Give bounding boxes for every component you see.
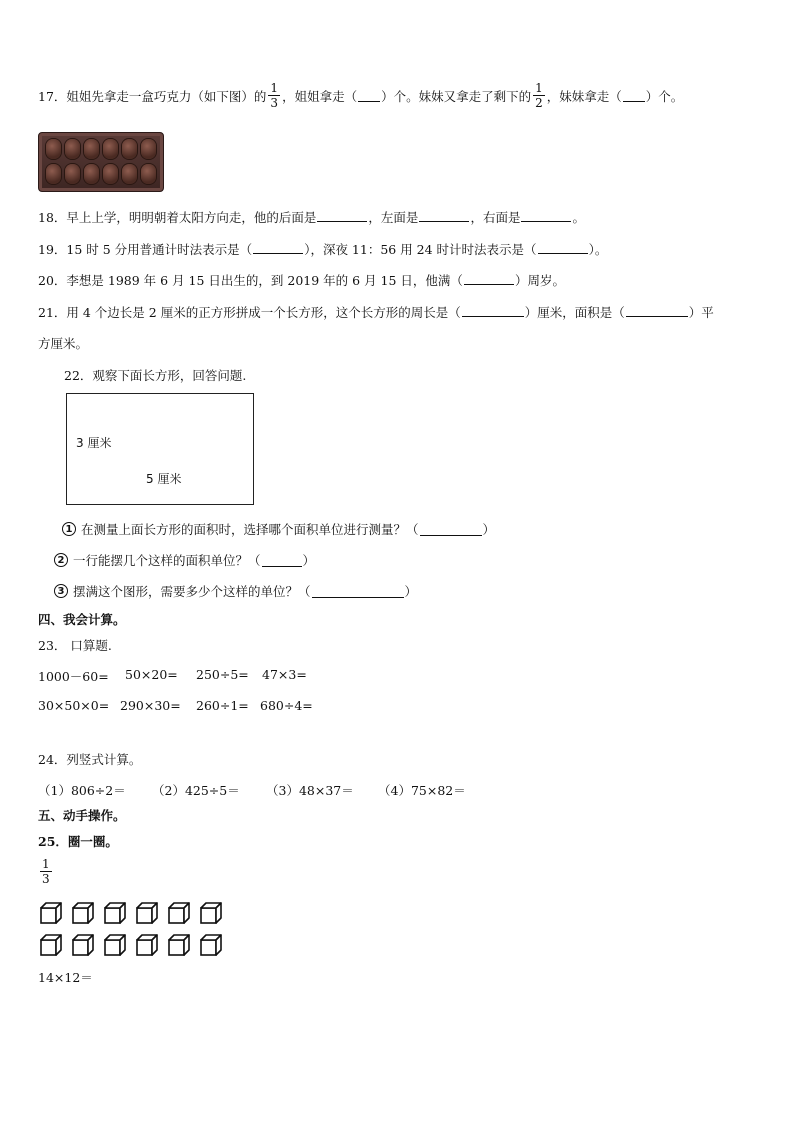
chocolate-piece <box>103 164 118 184</box>
q19-text-a: 19．15 时 5 分用普通计时法表示是（ <box>38 242 253 257</box>
q23-title: 23． 口算题. <box>38 638 112 653</box>
q23-item: 250÷5= <box>196 667 249 682</box>
cube-icon[interactable] <box>40 902 62 924</box>
q17-text-d: ，妹妹拿走（ <box>546 88 622 104</box>
q19-text-b: ），深夜 11：56 用 24 时计时法表示是（ <box>304 242 537 257</box>
chocolate-piece <box>84 139 99 159</box>
q22-sub-1-blank[interactable] <box>420 523 482 536</box>
q18-blank-2[interactable] <box>419 209 469 222</box>
q22-sub-3 <box>54 582 417 600</box>
q19-blank-1[interactable] <box>253 241 303 254</box>
q19-text-c: ）。 <box>588 242 608 257</box>
chocolate-piece <box>65 164 80 184</box>
circled-number-1: 1 <box>62 522 76 536</box>
chocolate-piece <box>141 164 156 184</box>
q25-fraction-den: 3 <box>42 872 50 886</box>
q22-side-label: 3 厘米 <box>76 436 112 450</box>
q21-line-1 <box>38 303 714 321</box>
q19-line <box>38 240 607 258</box>
q18-text-a: 18．早上上学，明明朝着太阳方向走，他的后面是 <box>38 210 317 225</box>
cube-icon[interactable] <box>40 934 62 956</box>
q25-fraction <box>40 858 52 885</box>
q17-line <box>38 82 683 109</box>
q21-blank-1[interactable] <box>462 304 524 317</box>
circled-number-3: 3 <box>54 584 68 598</box>
q22-sub-3-blank[interactable] <box>312 585 404 598</box>
cube-icon[interactable] <box>168 934 190 956</box>
q24-item: （4）75×82＝ <box>378 783 466 798</box>
q17-text-c: ）个。妹妹又拿走了剩下的 <box>381 88 532 104</box>
q17-fraction-2: $\frac{1}{2}$ <box>535 81 543 110</box>
q22-bottom-label: 5 厘米 <box>146 472 182 486</box>
q25-title: 25．圈一圈。 <box>38 834 118 849</box>
cube-grid <box>40 902 240 964</box>
q17-blank-2[interactable] <box>623 89 645 102</box>
chocolate-piece <box>141 139 156 159</box>
q17-blank-1[interactable] <box>358 89 380 102</box>
q18-text-b: ，左面是 <box>368 210 419 225</box>
q21-text-b: ）厘米，面积是（ <box>524 305 625 320</box>
q25-fraction-num: 1 <box>42 857 50 871</box>
cube-icon[interactable] <box>104 934 126 956</box>
q23-item: 290×30= <box>120 698 181 713</box>
q21-text-d: 方厘米。 <box>38 336 89 351</box>
q23-item: 1000－60= <box>38 669 109 684</box>
cube-icon[interactable] <box>72 934 94 956</box>
q24-item: （2）425÷5＝ <box>152 783 240 798</box>
chocolate-piece <box>122 139 137 159</box>
chocolate-piece <box>103 139 118 159</box>
section-4-heading: 四、我会计算。 <box>38 612 126 627</box>
q22-sub-2 <box>54 551 315 569</box>
q21-line-2 <box>38 334 88 352</box>
q23-item: 30×50×0= <box>38 698 110 713</box>
cube-icon[interactable] <box>72 902 94 924</box>
q21-blank-2[interactable] <box>626 304 688 317</box>
q20-text-b: ）周岁。 <box>514 273 565 288</box>
cube-icon[interactable] <box>200 902 222 924</box>
q17-text-a: 17．姐姐先拿走一盒巧克力（如下图）的 <box>38 88 267 104</box>
q24-title: 24．列竖式计算。 <box>38 752 142 767</box>
q18-blank-3[interactable] <box>521 209 571 222</box>
cube-icon[interactable] <box>104 902 126 924</box>
q25-expression: 14×12＝ <box>38 970 93 985</box>
q22-sub-3-text: 摆满这个图形，需要多少个这样的单位？（ <box>73 584 311 599</box>
q20-text-a: 20．李想是 1989 年 6 月 15 日出生的，到 2019 年的 6 月 15 日，他满（ <box>38 273 463 288</box>
section-5-heading: 五、动手操作。 <box>38 808 126 823</box>
q23-item: 260÷1= <box>196 698 249 713</box>
q22-title: 22．观察下面长方形，回答问题. <box>64 368 247 383</box>
q20-blank-1[interactable] <box>464 272 514 285</box>
q23-item: 47×3= <box>262 667 307 682</box>
q22-sub-1-text: 在测量上面长方形的面积时，选择哪个面积单位进行测量？（ <box>81 522 419 537</box>
q21-text-c: ）平 <box>688 305 714 320</box>
q20-line <box>38 271 565 289</box>
circled-number-2: 2 <box>54 553 68 567</box>
chocolate-piece <box>46 164 61 184</box>
chocolate-piece <box>84 164 99 184</box>
q22-sub-1 <box>62 520 495 538</box>
q17-text-b: ，姐姐拿走（ <box>282 88 358 104</box>
q22-rectangle <box>66 393 254 505</box>
q24-item: （3）48×37＝ <box>266 783 354 798</box>
q17-text-e: ）个。 <box>645 88 684 104</box>
q18-text-d: 。 <box>572 210 585 225</box>
q22-sub-1-close: ） <box>482 522 496 537</box>
chocolate-box-image <box>38 132 164 192</box>
q22-sub-3-close: ） <box>404 584 418 599</box>
chocolate-piece <box>46 139 61 159</box>
cube-icon[interactable] <box>136 902 158 924</box>
cube-icon[interactable] <box>200 934 222 956</box>
q21-text-a: 21．用 4 个边长是 2 厘米的正方形拼成一个长方形，这个长方形的周长是（ <box>38 305 461 320</box>
chocolate-piece <box>65 139 80 159</box>
q18-blank-1[interactable] <box>317 209 367 222</box>
cube-icon[interactable] <box>136 934 158 956</box>
chocolate-piece <box>122 164 137 184</box>
q24-item: （1）806÷2＝ <box>38 783 126 798</box>
q17-fraction-1: $\frac{1}{3}$ <box>270 81 279 110</box>
q22-sub-2-text: 一行能摆几个这样的面积单位？（ <box>73 553 261 568</box>
q22-sub-2-close: ） <box>302 553 316 568</box>
q22-sub-2-blank[interactable] <box>262 554 302 567</box>
q18-line <box>38 208 585 226</box>
q23-item: 50×20= <box>125 667 178 682</box>
cube-icon[interactable] <box>168 902 190 924</box>
q23-item: 680÷4= <box>260 698 313 713</box>
q18-text-c: ，右面是 <box>470 210 521 225</box>
q19-blank-2[interactable] <box>538 241 588 254</box>
